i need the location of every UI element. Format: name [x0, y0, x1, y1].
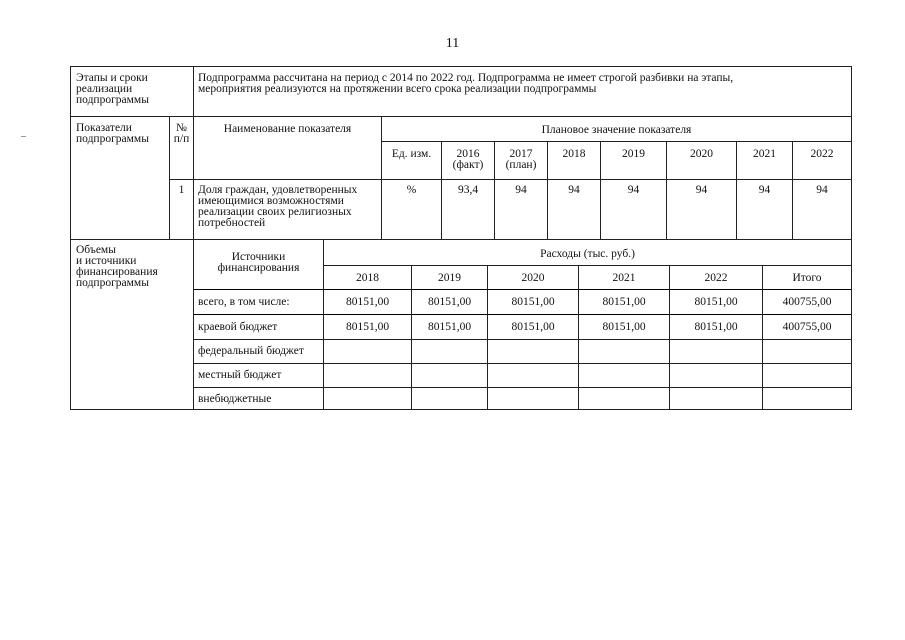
- indicator-value: 94: [816, 184, 828, 196]
- row-divider: [193, 289, 851, 290]
- name-header: Наименование показателя: [223, 123, 352, 135]
- funding-value: 80151,00: [427, 296, 472, 308]
- column-divider: [762, 265, 763, 409]
- indicator-value: 94: [515, 184, 527, 196]
- num-header: № п/п: [173, 122, 190, 145]
- column-divider: [487, 265, 488, 409]
- row-divider: [71, 116, 851, 117]
- funding-row-label: федеральный бюджет: [198, 345, 304, 357]
- stages-text: Подпрограмма рассчитана на период с 2014 по 2022 год. Подпрограмма не имеет строгой разбивки на этапы, мероприятия реализуются на протяжении всего срока реализации подпрограммы: [198, 72, 734, 95]
- year-header: 2021: [753, 148, 776, 160]
- indicator-unit: %: [406, 184, 417, 196]
- column-divider: [578, 265, 579, 409]
- funding-label: Объемы и источники финансирования подпрограммы: [76, 244, 158, 289]
- sources-header: Источники финансирования: [217, 251, 300, 274]
- row-divider: [193, 339, 851, 340]
- funding-year-header: 2022: [704, 272, 728, 284]
- planned-header: Плановое значение показателя: [541, 124, 692, 136]
- funding-row-label: всего, в том числе:: [198, 296, 290, 308]
- margin-mark: [21, 136, 26, 137]
- column-divider: [669, 265, 670, 409]
- funding-year-header: 2019: [438, 272, 461, 284]
- funding-year-header: 2018: [356, 272, 379, 284]
- funding-value: 80151,00: [511, 296, 555, 308]
- unit-header: Ед. изм.: [391, 148, 432, 160]
- page-number: 11: [445, 36, 460, 51]
- indicator-value: 94: [627, 184, 640, 196]
- indicator-value: 94: [568, 184, 580, 196]
- row-divider: [193, 387, 851, 388]
- year-header: 2019: [622, 148, 645, 160]
- funding-value: 400755,00: [782, 321, 832, 333]
- expenses-header: Расходы (тыс. руб.): [540, 248, 635, 260]
- funding-value: 80151,00: [694, 296, 738, 308]
- indicator-value: 94: [758, 184, 771, 196]
- funding-row-label: внебюджетные: [198, 393, 272, 405]
- stages-label: Этапы и сроки реализации подпрограммы: [76, 72, 149, 106]
- indicators-label: Показатели подпрограммы: [76, 122, 149, 145]
- column-divider: [411, 265, 412, 409]
- row-divider: [323, 265, 851, 266]
- funding-value: 80151,00: [694, 321, 738, 333]
- funding-total-header: Итого: [792, 272, 822, 284]
- indicator-num: 1: [178, 184, 185, 196]
- funding-row-label: местный бюджет: [198, 369, 282, 381]
- row-divider: [193, 363, 851, 364]
- year-header: 2022: [810, 148, 834, 160]
- indicator-value: 93,4: [457, 184, 479, 196]
- funding-value: 80151,00: [345, 296, 390, 308]
- funding-value: 80151,00: [345, 321, 390, 333]
- funding-row-label: краевой бюджет: [198, 321, 278, 333]
- funding-year-header: 2021: [612, 272, 636, 284]
- funding-value: 80151,00: [602, 296, 646, 308]
- year-header: 2016 (факт): [452, 148, 484, 171]
- indicator-value: 94: [695, 184, 708, 196]
- funding-year-header: 2020: [521, 272, 545, 284]
- row-divider: [169, 179, 851, 180]
- year-header: 2020: [690, 148, 713, 160]
- row-divider: [193, 314, 851, 315]
- program-passport-table: [70, 66, 852, 410]
- funding-value: 80151,00: [427, 321, 472, 333]
- row-divider: [71, 239, 851, 240]
- indicator-name: Доля граждан, удовлетворенных имеющимися возможностями реализации своих религиозных потребностей: [198, 184, 358, 229]
- year-header: 2018: [562, 148, 586, 160]
- funding-value: 80151,00: [602, 321, 646, 333]
- row-divider: [381, 141, 851, 142]
- year-header: 2017 (план): [505, 148, 537, 171]
- funding-value: 80151,00: [511, 321, 555, 333]
- funding-value: 400755,00: [782, 296, 832, 308]
